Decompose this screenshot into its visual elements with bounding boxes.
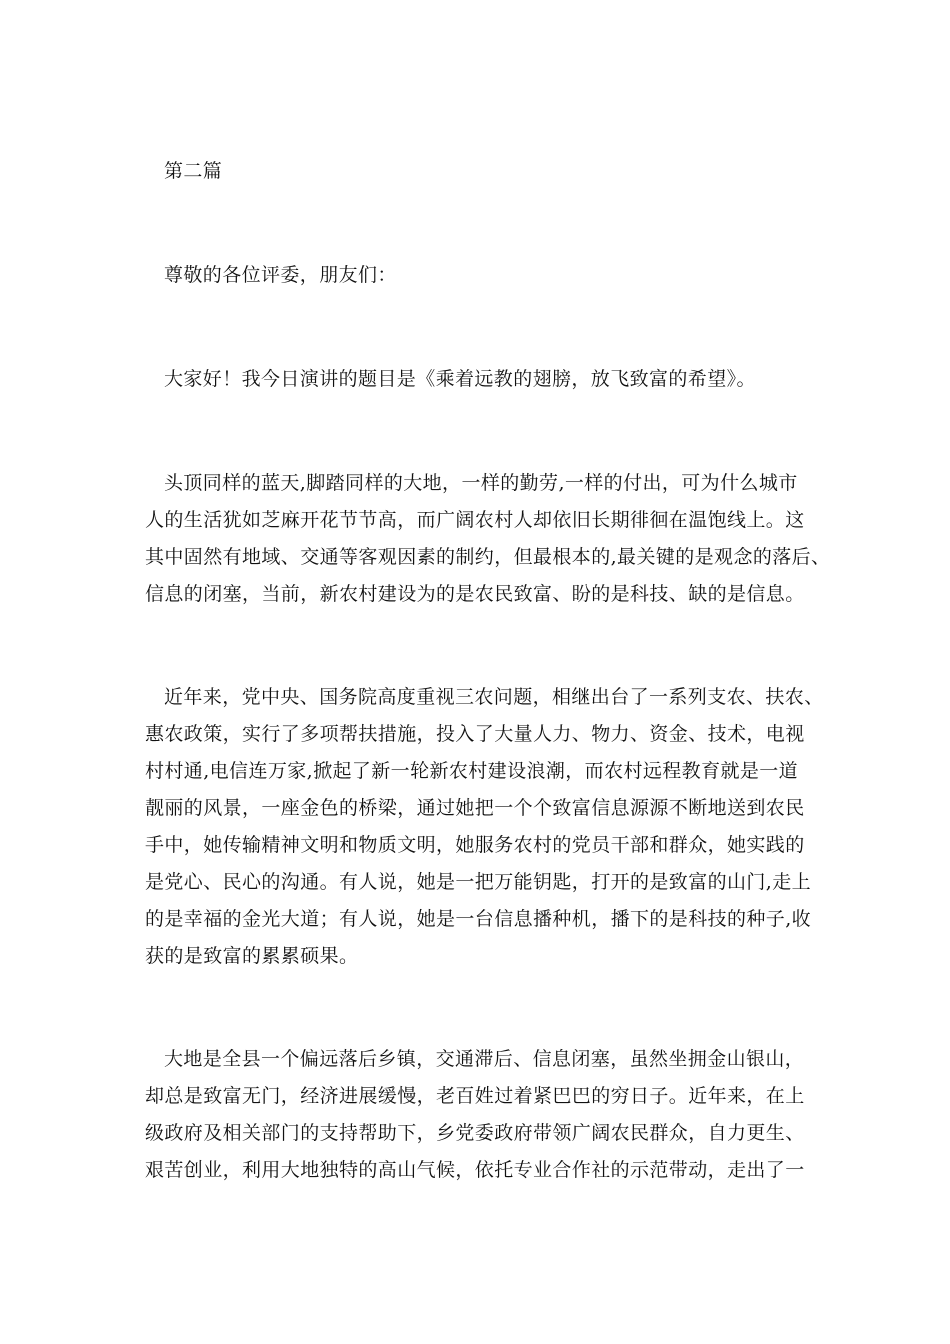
paragraph-line: 信息的闭塞，当前，新农村建设为的是农民致富、盼的是科技、缺的是信息。 bbox=[145, 583, 805, 605]
paragraph-line: 近年来，党中央、国务院高度重视三农问题，相继出台了一系列支农、扶农、 bbox=[164, 686, 824, 708]
paragraph-line: 获的是致富的累累硕果。 bbox=[145, 945, 359, 967]
greeting: 大家好！我今日演讲的题目是《乘着远教的翅膀，放飞致富的希望》。 bbox=[164, 368, 756, 390]
salutation: 尊敬的各位评委，朋友们： bbox=[164, 264, 397, 286]
paragraph-line: 惠农政策，实行了多项帮扶措施，投入了大量人力、物力、资金、技术，电视 bbox=[145, 723, 805, 745]
document-heading: 第二篇 bbox=[164, 160, 223, 182]
paragraph-line: 的是幸福的金光大道；有人说，她是一台信息播种机，播下的是科技的种子,收 bbox=[145, 908, 812, 930]
paragraph-line: 村村通,电信连万家,掀起了新一轮新农村建设浪潮，而农村远程教育就是一道 bbox=[145, 760, 799, 782]
paragraph-line: 头顶同样的蓝天,脚踏同样的大地，一样的勤劳,一样的付出，可为什么城市 bbox=[164, 472, 798, 494]
paragraph-line: 级政府及相关部门的支持帮助下，乡党委政府带领广阔农民群众，自力更生、 bbox=[145, 1122, 805, 1144]
paragraph-line: 靓丽的风景，一座金色的桥梁，通过她把一个个致富信息源源不断地送到农民 bbox=[145, 797, 805, 819]
paragraph-line: 手中，她传输精神文明和物质文明，她服务农村的党员干部和群众，她实践的 bbox=[145, 834, 805, 856]
paragraph-line: 其中固然有地域、交通等客观因素的制约，但最根本的,最关键的是观念的落后、 bbox=[145, 546, 831, 568]
paragraph-line: 是党心、民心的沟通。有人说，她是一把万能钥匙，打开的是致富的山门,走上 bbox=[145, 871, 812, 893]
paragraph-line: 大地是全县一个偏远落后乡镇，交通滞后、信息闭塞，虽然坐拥金山银山， bbox=[164, 1048, 805, 1070]
paragraph-line: 却总是致富无门，经济进展缓慢，老百姓过着紧巴巴的穷日子。近年来，在上 bbox=[145, 1085, 805, 1107]
paragraph-line: 人的生活犹如芝麻开花节节高，而广阔农村人却依旧长期徘徊在温饱线上。这 bbox=[145, 509, 805, 531]
paragraph-line: 艰苦创业，利用大地独特的高山气候，依托专业合作社的示范带动，走出了一 bbox=[145, 1159, 805, 1181]
